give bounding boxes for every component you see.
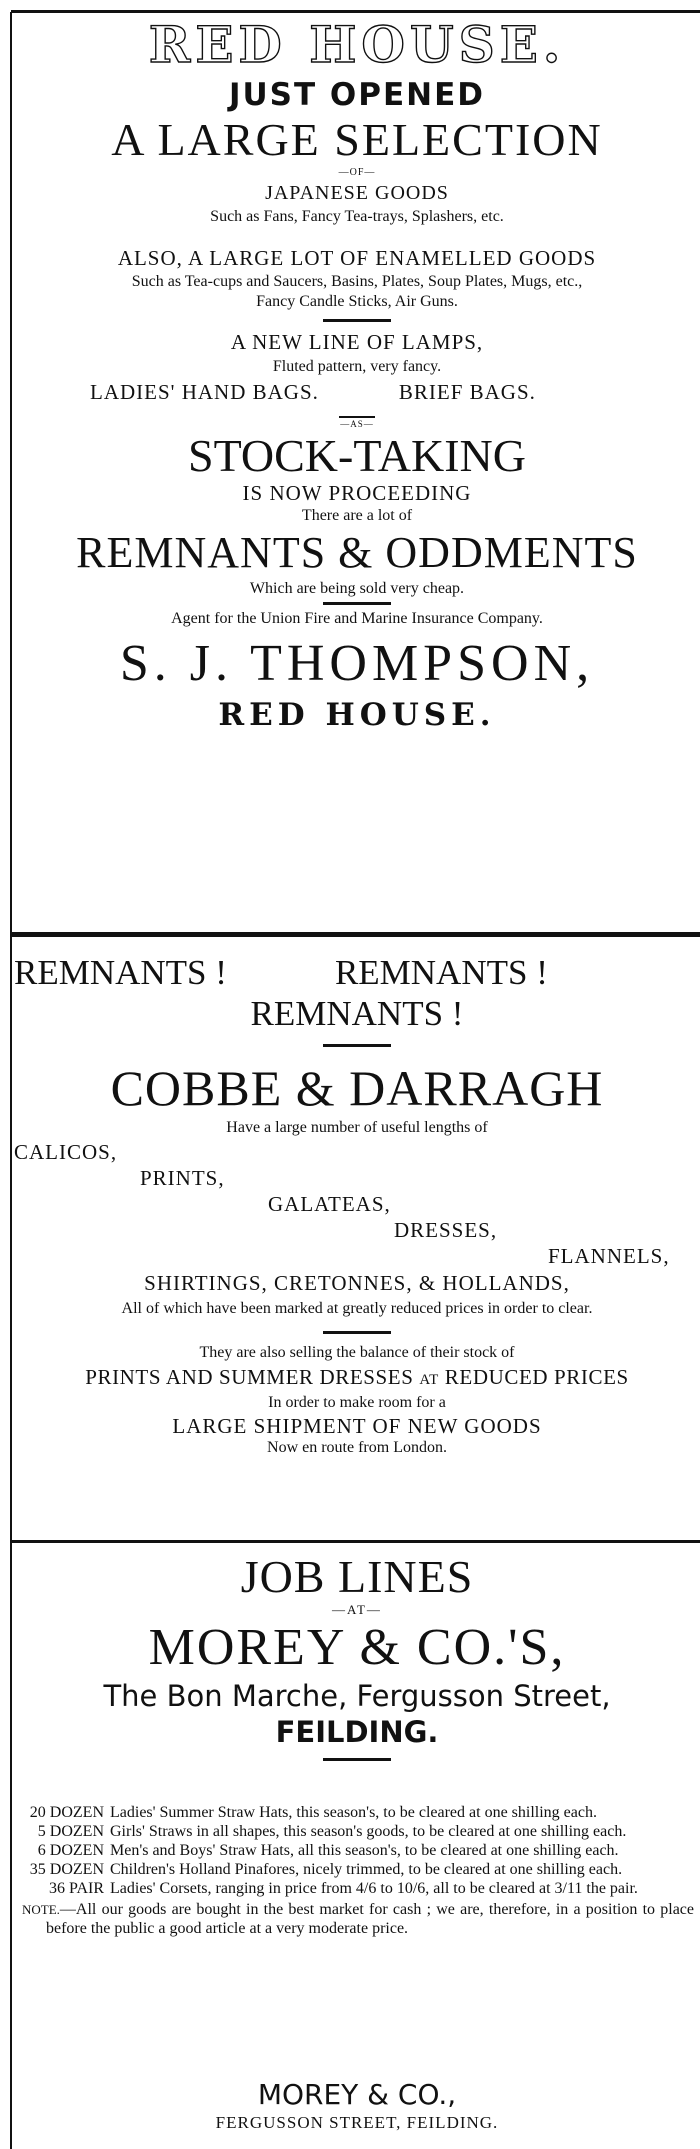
dresses: DRESSES, — [394, 1218, 498, 1242]
large-selection-heading: A LARGE SELECTION — [111, 114, 603, 165]
now-proceeding: IS NOW PROCEEDING — [242, 481, 472, 505]
note-paragraph — [22, 1900, 694, 1938]
item-description: Ladies' Corsets, ranging in price from 4/6 to 10/6, all to be cleared at 3/11 the pair. — [110, 1880, 638, 1897]
flannels: FLANNELS, — [548, 1244, 670, 1268]
proprietor-name: S. J. THOMPSON, — [119, 635, 595, 692]
top-rule — [11, 10, 700, 13]
there-are-text: There are a lot of — [301, 507, 413, 524]
marked-text: All of which have been marked at greatly reduced prices in order to clear. — [121, 1300, 593, 1317]
also-selling-text: They are also selling the balance of their stock of — [199, 1344, 515, 1361]
shipment-heading: LARGE SHIPMENT OF NEW GOODS — [172, 1414, 542, 1438]
remnants-oddments-heading: REMNANTS & ODDMENTS — [76, 528, 638, 577]
list-item — [22, 1841, 694, 1860]
enamelled-goods-details: Such as Tea-cups and Saucers, Basins, Plates, Soup Plates, Mugs, etc., — [131, 273, 583, 290]
section-divider — [323, 1758, 391, 1761]
job-lines-list — [22, 1803, 694, 1938]
reduced-prices: REDUCED PRICES — [444, 1365, 629, 1389]
list-item — [22, 1803, 694, 1822]
note-text: —All our goods are bought in the best market for cash ; we are, therefore, in a position to place before the public a good article at a very moderate price. — [46, 1901, 694, 1937]
stock-taking-heading: STOCK-TAKING — [188, 430, 526, 481]
japanese-goods-heading: JAPANESE GOODS — [265, 182, 449, 204]
shirtings: SHIRTINGS, CRETONNES, & HOLLANDS, — [144, 1271, 570, 1295]
remnants-3: REMNANTS ! — [250, 994, 464, 1033]
prints: PRINTS, — [140, 1166, 225, 1190]
as-divider: —AS— — [340, 419, 374, 429]
bon-marche-line: The Bon Marche, Fergusson Street, — [103, 1679, 611, 1713]
of-divider: —OF— — [338, 167, 376, 178]
ad-separator-rule — [11, 1540, 700, 1543]
calicos: CALICOS, — [14, 1140, 118, 1164]
at-word: AT — [419, 1372, 439, 1388]
list-item — [22, 1879, 694, 1898]
item-description: Ladies' Summer Straw Hats, this season's, to be cleared at one shilling each. — [110, 1804, 597, 1821]
cobbe-darragh-title: COBBE & DARRAGH — [110, 1060, 604, 1116]
morey-signature-block — [14, 2078, 700, 2134]
item-quantity: 6 DOZEN — [37, 1842, 104, 1859]
store-name: RED HOUSE. — [218, 697, 496, 733]
prints-dresses-line — [14, 1364, 700, 1393]
morey-ad — [14, 1552, 700, 1761]
item-quantity: 35 DOZEN — [29, 1861, 104, 1878]
remnants-line — [14, 952, 700, 994]
red-house-title: RED HOUSE. — [148, 15, 566, 74]
at-divider: —AT— — [332, 1602, 382, 1617]
galateas: GALATEAS, — [268, 1192, 391, 1216]
item-description: Men's and Boys' Straw Hats, all this season's, to be cleared at one shilling each. — [110, 1842, 619, 1859]
morey-signature: MOREY & CO., — [257, 2078, 457, 2111]
enamelled-goods-details-cont: Fancy Candle Sticks, Air Guns. — [256, 293, 458, 310]
prints-summer-dresses: PRINTS AND SUMMER DRESSES — [85, 1365, 414, 1389]
hand-bags: LADIES' HAND BAGS. — [90, 380, 319, 404]
lamps-heading: A NEW LINE OF LAMPS, — [230, 330, 484, 354]
room-text: In order to make room for a — [268, 1394, 446, 1411]
bags-line — [14, 378, 700, 406]
morey-title: MOREY & CO.'S, — [148, 1619, 566, 1676]
note-label: NOTE. — [22, 1902, 60, 1917]
brief-bags: BRIEF BAGS. — [398, 380, 536, 404]
feilding-line: FEILDING. — [275, 1715, 439, 1749]
have-text: Have a large number of useful lengths of — [226, 1119, 488, 1136]
agent-text: Agent for the Union Fire and Marine Insurance Company. — [171, 610, 543, 627]
item-description: Girls' Straws in all shapes, this season's goods, to be cleared at one shilling each. — [110, 1823, 627, 1840]
item-quantity: 5 DOZEN — [37, 1823, 104, 1840]
list-item — [22, 1860, 694, 1879]
enamelled-goods-heading: ALSO, A LARGE LOT OF ENAMELLED GOODS — [117, 246, 597, 270]
just-opened-heading: JUST OPENED — [228, 77, 486, 113]
job-lines-heading: JOB LINES — [240, 1551, 474, 1602]
sold-cheap-text: Which are being sold very cheap. — [249, 580, 465, 597]
red-house-ad — [14, 14, 700, 735]
morey-address: FERGUSSON STREET, FEILDING. — [215, 2113, 499, 2132]
ad-separator-rule — [11, 932, 700, 937]
cobbe-darragh-ad — [14, 952, 700, 1457]
remnants-1: REMNANTS ! — [14, 953, 227, 992]
list-item — [22, 1822, 694, 1841]
column-rule — [10, 12, 12, 2149]
lamps-details: Fluted pattern, very fancy. — [272, 358, 442, 375]
item-quantity: 36 PAIR — [49, 1880, 104, 1897]
en-route-text: Now en route from London. — [267, 1439, 447, 1456]
japanese-goods-details: Such as Fans, Fancy Tea-trays, Splashers, etc. — [210, 208, 504, 225]
remnants-2: REMNANTS ! — [334, 953, 548, 992]
item-description: Children's Holland Pinafores, nicely trimmed, to be cleared at one shilling each. — [110, 1861, 623, 1878]
item-quantity: 20 DOZEN — [29, 1804, 104, 1821]
